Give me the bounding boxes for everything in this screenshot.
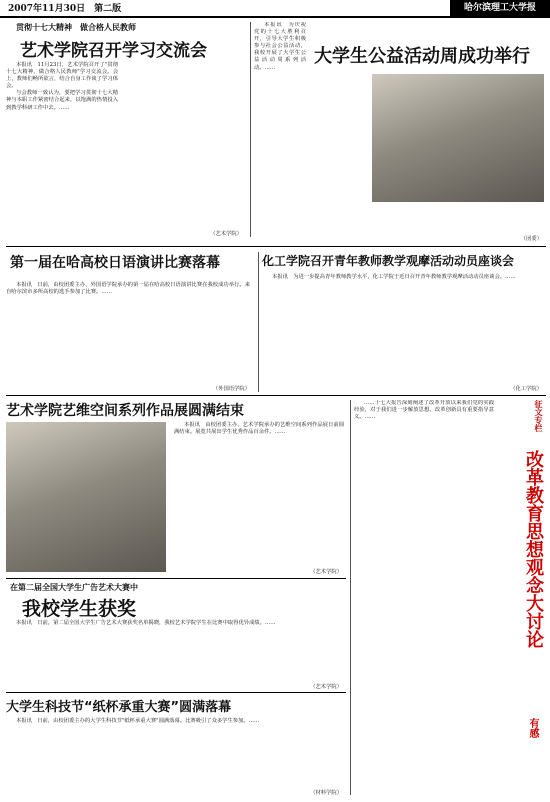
article-body	[262, 274, 542, 384]
article-byline: （艺术学院）	[210, 231, 242, 237]
exhibit-photo	[6, 422, 166, 572]
section-rule	[6, 395, 546, 396]
article-body	[354, 400, 494, 792]
article-byline: （团委）	[520, 236, 542, 242]
column-rule	[258, 252, 259, 392]
article-column	[354, 400, 546, 796]
article-body	[254, 22, 306, 237]
article-byline: （艺术学院）	[310, 684, 342, 690]
article-byline: （化工学院）	[510, 386, 542, 392]
article-byline: （艺术学院）	[310, 569, 342, 575]
article-body	[6, 718, 342, 790]
article-headline: 大学生科技节“纸杯承重大赛”圆满落幕	[6, 700, 232, 715]
column-badge: 征文专栏	[534, 400, 543, 432]
article-tech-fest	[6, 696, 346, 796]
article-headline: 第一届在哈高校日语演讲比赛落幕	[10, 255, 220, 271]
paper-name: 哈尔滨理工大学报	[450, 0, 550, 16]
article-art-forum	[6, 22, 246, 237]
paragraph: 本报讯 11月23日，艺术学院召开了"贯彻十七大精神，做合格人民教师"学习交流会。会上，教师们畅所欲言，结合自身工作谈了学习体会。	[6, 62, 118, 90]
column-rule	[250, 22, 251, 237]
page-header	[0, 0, 550, 18]
date-issue: 2007年11月30日 第二版	[8, 4, 122, 14]
paragraph: 与会教师一致认为，要把学习贯彻十七大精神与本职工作紧密结合起来，以饱满的热情投入到教学科研工作中去。……	[6, 90, 118, 111]
paragraph: 本报讯 由校团委主办、艺术学院承办的艺维空间系列作品展日前圆满结束。展览共展出学生优秀作品百余件。……	[174, 422, 344, 436]
article-headline: 我校学生获奖	[22, 598, 137, 620]
article-body	[174, 422, 344, 562]
section-rule	[6, 246, 546, 247]
article-body	[6, 62, 118, 232]
article-headline: 大学生公益活动周成功举行	[314, 46, 530, 67]
article-ad-award	[6, 582, 346, 690]
paragraph: 本报讯 日前，第二届全国大学生广告艺术大赛获奖名单揭晓，我校艺术学院学生在比赛中取得优异成绩。……	[16, 620, 276, 626]
article-charity-week	[254, 22, 546, 244]
paragraph: 本报讯 日前，由校团委主办、外国语学院承办的第一届在哈高校日语演讲比赛在我校成功举行。来自哈尔滨市多所高校的选手参加了比赛。……	[6, 282, 250, 296]
paragraph: 本报讯 为庆祝党的十七大胜利召开，引导大学生积极参与社会公益活动，我校开展了大学生公益活动周系列活动。……	[254, 22, 306, 71]
article-teacher-forum	[262, 252, 546, 392]
article-speech-contest	[6, 252, 254, 392]
article-headline: 艺术学院艺维空间系列作品展圆满结束	[6, 403, 244, 419]
paragraph: 本报讯 为进一步提高青年教师教学水平，化工学院于近日召开青年教师教学观摩活动动员座谈会。……	[272, 274, 516, 280]
article-byline: （外国语学院）	[212, 386, 250, 392]
article-headline: 艺术学院召开学习交流会	[20, 41, 207, 61]
section-rule	[6, 692, 346, 693]
column-subtitle: 有感	[527, 718, 538, 738]
article-byline: （材料学院）	[310, 790, 342, 796]
event-photo	[372, 74, 544, 202]
paragraph: ……十七大报告深刻阐述了改革开放以来我们党的实践经验，对于我们进一步解放思想、改革创新具有重要指导意义。……	[354, 400, 494, 421]
article-kicker: 在第二届全国大学生广告艺术大赛中	[10, 583, 138, 592]
paragraph: 本报讯 日前，由校团委主办的大学生科技节"纸杯承重大赛"圆满落幕。比赛吸引了众多学生参加。……	[16, 718, 260, 724]
article-art-exhibit	[6, 400, 346, 575]
column-title: 改革教育思想观念大讨论	[523, 450, 544, 648]
article-body-col2	[124, 62, 244, 232]
article-headline: 化工学院召开青年教师教学观摩活动动员座谈会	[262, 254, 515, 268]
article-body	[6, 620, 342, 684]
article-kicker: 贯彻十七大精神 做合格人民教师	[16, 23, 136, 32]
section-rule	[6, 578, 346, 579]
article-body	[6, 282, 250, 382]
column-rule	[350, 400, 351, 795]
